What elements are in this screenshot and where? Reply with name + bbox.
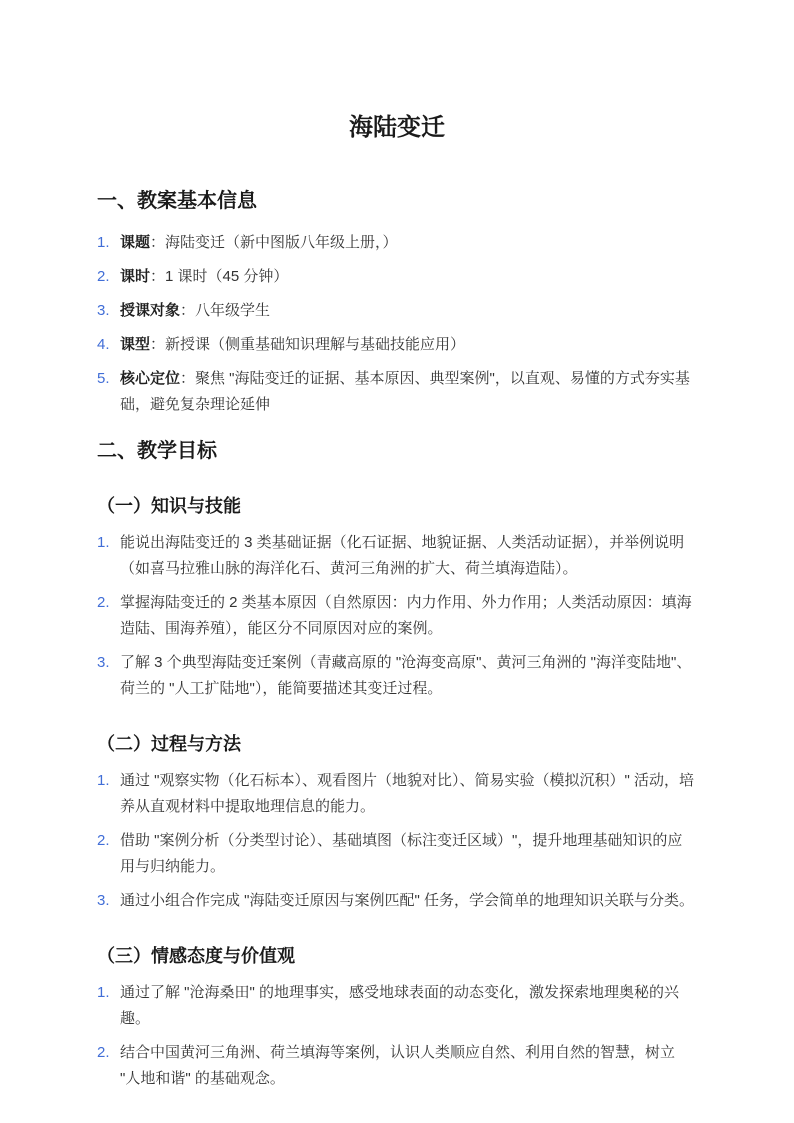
list-item-text: 能说出海陆变迁的 3 类基础证据（化石证据、地貌证据、人类活动证据），并举例说明（如喜马拉雅山脉的海洋化石、黄河三角洲的扩大、荷兰填海造陆）。: [120, 534, 685, 577]
list-item-lesson-type: [97, 332, 697, 358]
list-number: 2.: [97, 1044, 110, 1061]
list-item-text: [120, 230, 697, 256]
list-number: 2.: [97, 268, 110, 285]
basic-info-list: [97, 230, 697, 418]
item-value: ：海陆变迁（新中图版八年级上册，）: [150, 234, 398, 251]
item-value: ：八年级学生: [180, 302, 271, 319]
list-item-text: 通过了解 "沧海桑田" 的地理事实，感受地球表面的动态变化，激发探索地理奥秘的兴趣。: [120, 984, 679, 1027]
list-item-text: 结合中国黄河三角洲、荷兰填海等案例，认识人类顺应自然、利用自然的智慧，树立 "人地和谐" 的基础观念。: [120, 1044, 676, 1087]
list-number: 4.: [97, 336, 110, 353]
list-item-audience: [97, 298, 697, 324]
list-item-text: [120, 366, 697, 418]
list-item-text: 了解 3 个典型海陆变迁案例（青藏高原的 "沧海变高原"、黄河三角洲的 "海洋变陆地"、荷兰的 "人工扩陆地"），能简要描述其变迁过程。: [120, 654, 692, 697]
list-item: [97, 650, 697, 702]
item-label: 课题: [120, 234, 151, 251]
list-item-text: [120, 332, 697, 358]
item-label: 课型: [120, 336, 151, 353]
list-item-text: 借助 "案例分析（分类型讨论）、基础填图（标注变迁区域）"，提升地理基础知识的应用与归纳能力。: [120, 832, 683, 875]
list-number: 1.: [97, 984, 110, 1001]
item-label: 核心定位: [120, 370, 181, 387]
list-item: [97, 1040, 697, 1092]
subsection-heading-process-methods: （二）过程与方法: [97, 734, 241, 754]
list-number: 3.: [97, 892, 110, 909]
list-item-text: [120, 298, 697, 324]
item-value: ：1 课时（45 分钟）: [150, 268, 289, 285]
list-item-core-position: [97, 366, 697, 418]
list-item-topic: [97, 230, 697, 256]
list-number: 3.: [97, 302, 110, 319]
subsection-heading-knowledge-skills: （一）知识与技能: [97, 496, 241, 516]
list-item-text: 通过小组合作完成 "海陆变迁原因与案例匹配" 任务，学会简单的地理知识关联与分类。: [120, 892, 694, 909]
item-label: 授课对象: [120, 302, 181, 319]
list-item: [97, 530, 697, 582]
list-number: 1.: [97, 234, 110, 251]
list-number: 1.: [97, 772, 110, 789]
item-value: ：聚焦 "海陆变迁的证据、基本原因、典型案例"，以直观、易懂的方式夯实基础，避免复杂理论延伸: [120, 370, 690, 413]
list-item: [97, 888, 697, 914]
page-title: 海陆变迁: [349, 114, 445, 141]
list-item: [97, 980, 697, 1032]
process-methods-list: [97, 768, 697, 914]
list-number: 2.: [97, 594, 110, 611]
section-heading-objectives: 二、教学目标: [97, 440, 217, 462]
list-item-text: 掌握海陆变迁的 2 类基本原因（自然原因：内力作用、外力作用；人类活动原因：填海造陆、围海养殖），能区分不同原因对应的案例。: [120, 594, 692, 637]
item-value: ：新授课（侧重基础知识理解与基础技能应用）: [150, 336, 466, 353]
list-item-text: 通过 "观察实物（化石标本）、观看图片（地貌对比）、简易实验（模拟沉积）" 活动，培养从直观材料中提取地理信息的能力。: [120, 772, 694, 815]
subsection-heading-emotional-values: （三）情感态度与价值观: [97, 946, 295, 966]
list-item: [97, 828, 697, 880]
list-number: 3.: [97, 654, 110, 671]
emotional-values-list: [97, 980, 697, 1092]
list-number: 2.: [97, 832, 110, 849]
section-heading-basic-info: 一、教案基本信息: [97, 190, 257, 212]
list-item: [97, 768, 697, 820]
list-item-text: [120, 264, 697, 290]
item-label: 课时: [120, 268, 151, 285]
knowledge-skills-list: [97, 530, 697, 702]
list-number: 1.: [97, 534, 110, 551]
list-item: [97, 590, 697, 642]
list-item-duration: [97, 264, 697, 290]
list-number: 5.: [97, 370, 110, 387]
